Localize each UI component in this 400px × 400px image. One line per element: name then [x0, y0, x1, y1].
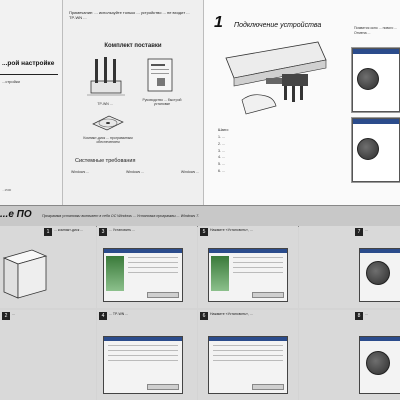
cd-disc-icon — [91, 112, 125, 134]
dialog-titlebar — [209, 337, 287, 341]
left-panel-title: ...рой настройке — [2, 60, 55, 67]
dialog-text-lines — [108, 345, 178, 365]
globe-icon — [357, 68, 379, 90]
wizard-screenshot — [352, 48, 400, 112]
dialog-titlebar — [209, 249, 287, 253]
dialog-text-lines — [233, 257, 283, 277]
connect-steps — [218, 134, 348, 175]
step-number: 2 — [2, 312, 10, 320]
step-cell-1 — [0, 226, 96, 308]
globe-icon — [357, 138, 379, 160]
step-text: ... TP-WN ... — [109, 312, 129, 316]
left-panel-divider — [0, 74, 58, 75]
system-item: Windows ... — [71, 170, 90, 174]
installer-dialog — [103, 336, 183, 394]
globe-icon — [366, 351, 390, 375]
dialog-titlebar — [360, 337, 400, 341]
dialog-titlebar — [104, 249, 182, 253]
step-text: ... — [12, 312, 15, 316]
step-item: 1. ... — [218, 135, 225, 139]
connect-panel — [204, 0, 400, 205]
window-body — [353, 124, 399, 181]
left-panel-footer: ...1500 — [2, 188, 12, 192]
globe-icon — [366, 261, 390, 285]
left-panel-subtitle: ...стройки — [2, 79, 20, 84]
kit-title: Комплект поставки — [104, 43, 162, 49]
system-item: Windows ... — [180, 170, 199, 174]
kit-panel — [63, 0, 204, 205]
step-item: 5. ... — [218, 162, 225, 167]
band-title: ...е ПО — [0, 209, 32, 220]
step-cell-2 — [0, 310, 96, 400]
step-text: Нажмите «Установить», ... — [210, 312, 253, 316]
step-item: 4. ... — [218, 155, 225, 160]
installer-dialog — [208, 336, 288, 394]
step-number: 3 — [99, 228, 107, 236]
connect-title: Подключение устройства — [234, 22, 322, 29]
kit-item-cd: Компакт-диск ... программным обеспечением — [83, 136, 133, 145]
step-number: 5 — [200, 228, 208, 236]
step-text: ... Установить ... — [109, 228, 136, 232]
step-text: Нажмите «Установить», ... — [210, 228, 253, 232]
dialog-buttons — [252, 384, 284, 390]
dialog-buttons — [147, 384, 179, 390]
connect-side-note: Появится окно ... нового ... Отмена ... — [354, 26, 398, 35]
system-requirements-title: Системные требования — [75, 158, 136, 164]
kit-note: Примечание: ... используйте только ... устройство ... не входит ... TP-WN ... — [69, 10, 190, 21]
dialog-buttons — [147, 292, 179, 298]
step-text: ... — [365, 312, 368, 316]
guide-booklet-icon — [147, 58, 173, 92]
dialog-titlebar — [104, 337, 182, 341]
connect-illustration — [222, 38, 332, 118]
installer-dialog — [208, 248, 288, 302]
left-panel — [0, 0, 63, 205]
dialog-side-banner — [211, 256, 229, 291]
step-cell-3 — [97, 226, 197, 308]
steps-heading: Шаги: — [218, 127, 229, 132]
computer-box-icon — [2, 248, 48, 300]
step-text: ... компакт-диск ... — [54, 228, 84, 232]
step-cell-6 — [198, 310, 298, 400]
step-item: 3. ... — [218, 148, 225, 153]
dialog-buttons — [252, 292, 284, 298]
window-body — [353, 54, 399, 111]
step-number: 4 — [99, 312, 107, 320]
step-cell-7 — [299, 226, 400, 308]
step-text: ... — [365, 228, 368, 232]
kit-item-guide: Руководство ... быстрой установке — [142, 98, 182, 107]
system-requirements-list — [71, 170, 199, 174]
step-number: 7 — [355, 228, 363, 236]
installer-dialog — [103, 248, 183, 302]
usb-adapter-icon — [83, 55, 129, 99]
installer-dialog — [359, 336, 400, 394]
dialog-text-lines — [213, 345, 283, 365]
step-cell-5 — [198, 226, 298, 308]
section-number: 1 — [214, 14, 223, 31]
step-cell-4 — [97, 310, 197, 400]
dialog-titlebar — [360, 249, 400, 253]
wizard-screenshot — [352, 118, 400, 182]
system-item: Windows ... — [125, 170, 145, 174]
step-cell-8 — [299, 310, 400, 400]
step-number: 6 — [200, 312, 208, 320]
install-software-band — [0, 205, 400, 227]
band-text: Программа установки включает в себя ОС Windows ... Установка программы ... Windows 7. — [42, 214, 200, 218]
installer-dialog — [359, 248, 400, 302]
step-number: 8 — [355, 312, 363, 320]
step-item: 6. ... — [218, 169, 225, 174]
step-item: 2. ... — [218, 141, 225, 146]
dialog-text-lines — [128, 257, 178, 277]
step-number: 1 — [44, 228, 52, 236]
dialog-side-banner — [106, 256, 124, 291]
kit-item-adapter: TP-WN ... — [97, 102, 113, 106]
